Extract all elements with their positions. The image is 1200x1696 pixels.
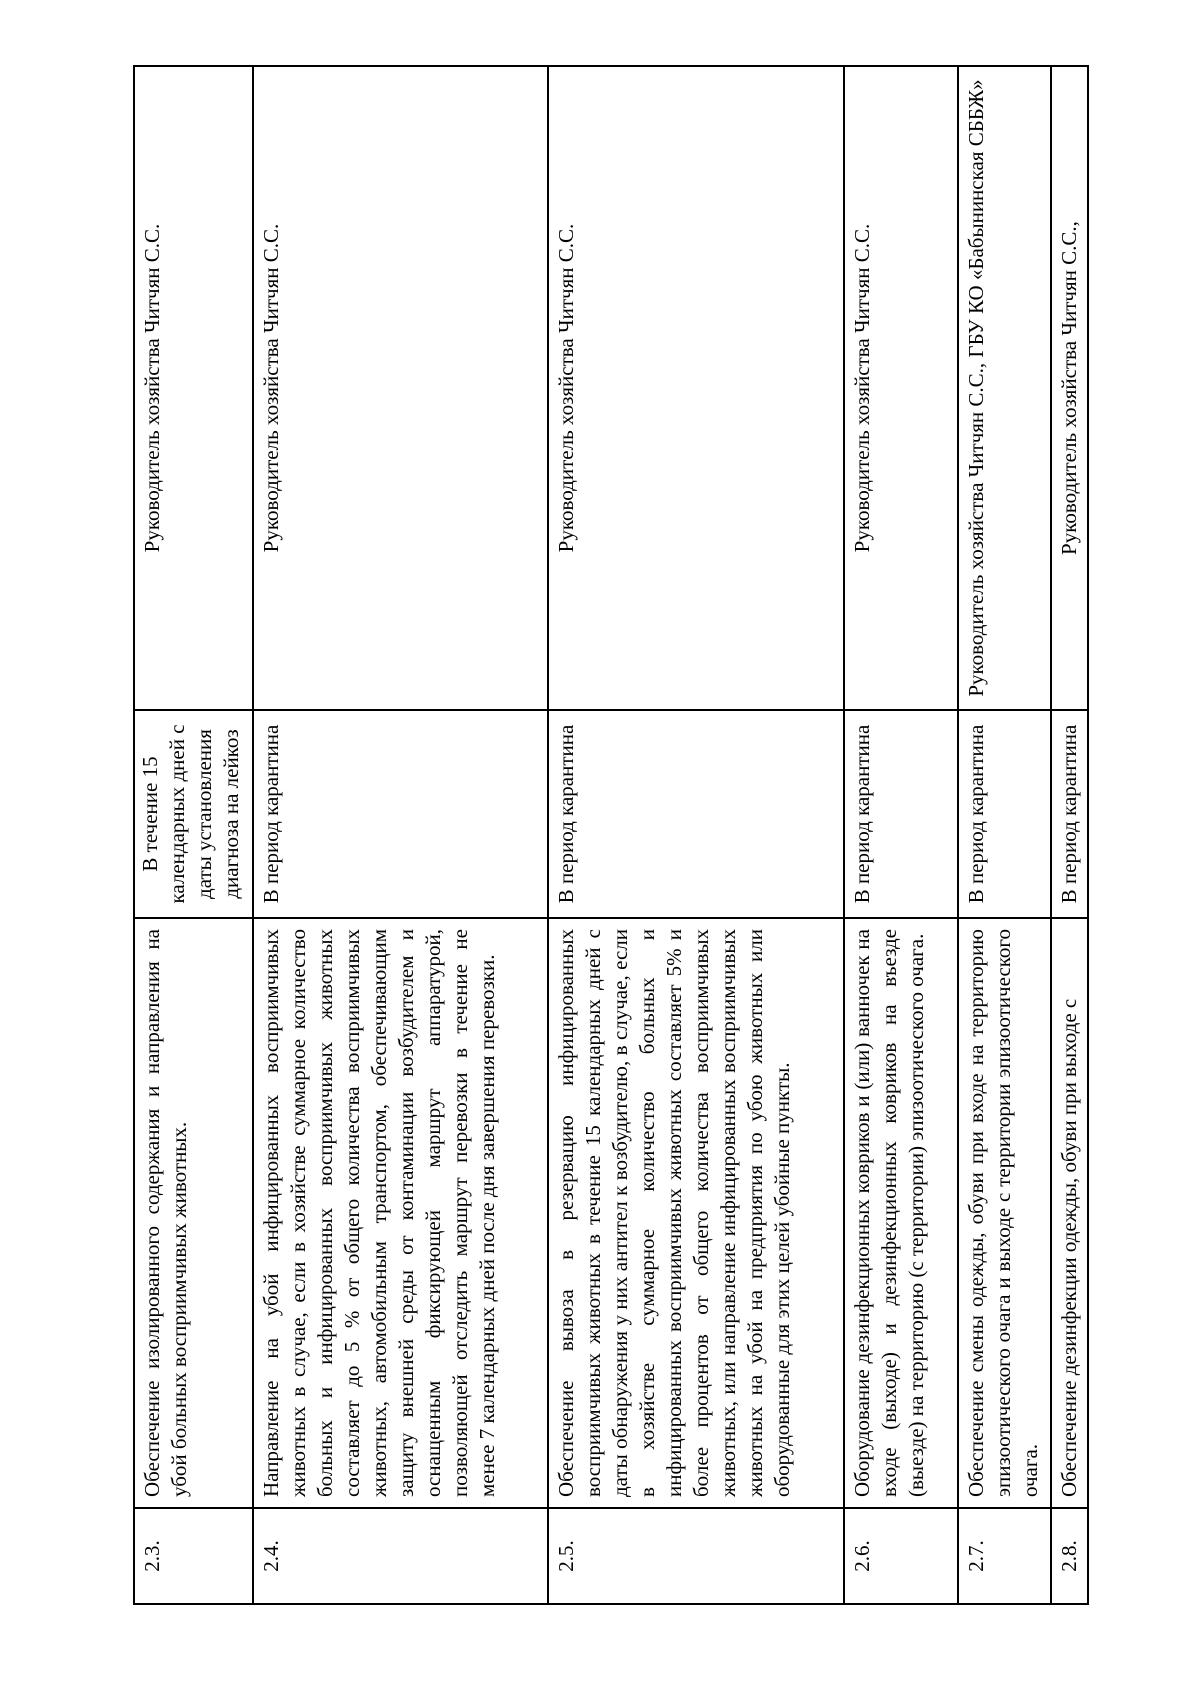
measures-table [133,65,1089,1605]
row-responsible: Руководитель хозяйства Читчян С.С. [548,66,843,710]
row-responsible: Руководитель хозяйства Читчян С.С. [134,66,253,710]
row-description: Обеспечение изолированного содержания и направления на убой больных восприимчивых животных. [134,918,253,1508]
row-description: Обеспечение дезинфекции одежды, обуви при выходе с [1051,918,1088,1508]
row-term: В течение 15 календарных дней с даты установления диагноза на лейкоз [134,710,253,918]
row-responsible: Руководитель хозяйства Читчян С.С., [1051,66,1088,710]
row-number: 2.3. [134,1508,253,1604]
table-row [958,66,1051,1604]
row-description: Обеспечение смены одежды, обуви при входе на территорию эпизоотического очага и выходе с территории эпизоотического очага. [958,918,1051,1508]
row-term: В период карантина [253,710,548,918]
row-term: В период карантина [958,710,1051,918]
row-description: Оборудование дезинфекционных ковриков и (или) ванночек на входе (выходе) и дезинфекционных ковриков на въезде (выезде) на территорию (с территории) эпизоотического очага. [844,918,958,1508]
row-description: Обеспечение вывоза в резервацию инфицированных восприимчивых животных в течение 15 календарных дней с даты обнаружения у них антител к возбудителю, в случае, если в хозяйстве суммарное количество больных и инфицированных восприимчивых животных составляет 5% и более процентов от общего количества восприимчивых животных, или направление инфицированных восприимчивых животных на убой на предприятия по убою животных или оборудованные для этих целей убойные пункты. [548,918,843,1508]
row-term: В период карантина [548,710,843,918]
row-number: 2.7. [958,1508,1051,1604]
row-responsible: Руководитель хозяйства Читчян С.С. [844,66,958,710]
row-description: Направление на убой инфицированных восприимчивых животных в случае, если в хозяйстве суммарное количество больных и инфицированных восприимчивых животных составляет до 5 % от общего количества восприимчивых животных, автомобильным транспортом, обеспечивающим защиту внешней среды от контаминации возбудителем и оснащенным фиксирующей маршрут аппаратурой, позволяющей отследить маршрут перевозки в течение не менее 7 календарных дней после дня завершения перевозки. [253,918,548,1508]
row-number: 2.4. [253,1508,548,1604]
table-row [134,66,253,1604]
row-responsible: Руководитель хозяйства Читчян С.С. [253,66,548,710]
row-responsible: Руководитель хозяйства Читчян С.С., ГБУ КО «Бабынинская СББЖ» [958,66,1051,710]
table-row [1051,66,1088,1604]
row-term: В период карантина [1051,710,1088,918]
table-row [253,66,548,1604]
rotated-table-container [133,67,1089,1605]
table-row [844,66,958,1604]
row-term: В период карантина [844,710,958,918]
row-number: 2.8. [1051,1508,1088,1604]
row-number: 2.5. [548,1508,843,1604]
row-number: 2.6. [844,1508,958,1604]
table-row [548,66,843,1604]
